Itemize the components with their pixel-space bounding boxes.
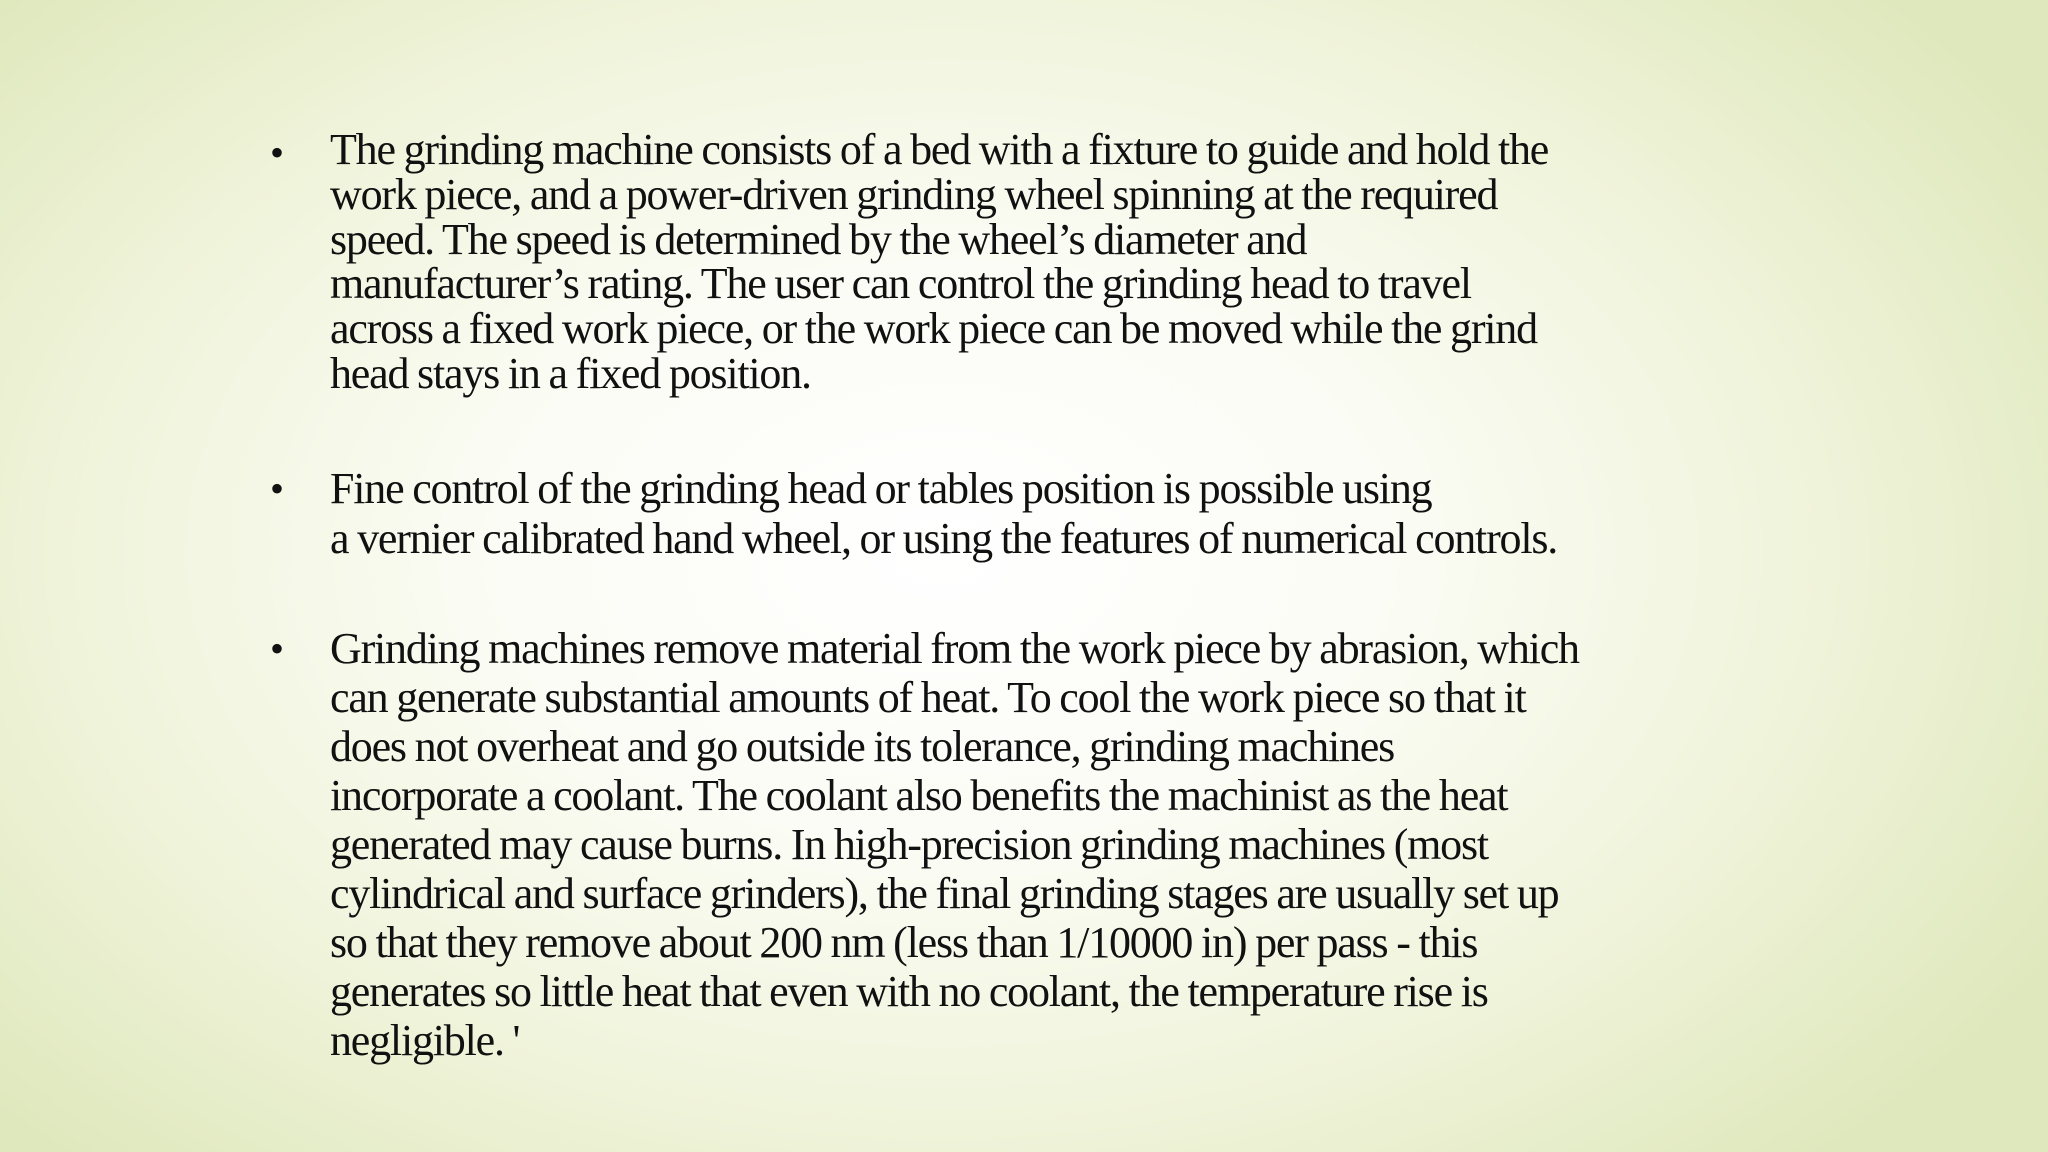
bullet-paragraph [330, 624, 1790, 1065]
paragraph-line: Grinding machines remove material from the work piece by abrasion, which [330, 624, 1579, 673]
paragraph-line: generated may cause burns. In high-precision grinding machines (most [330, 820, 1488, 869]
paragraph-line: can generate substantial amounts of heat. To cool the work piece so that it [330, 673, 1526, 722]
bullet-paragraph [330, 125, 1790, 398]
paragraph-line: manufacturer’s rating. The user can control the grinding head to travel [330, 259, 1471, 309]
bullet-paragraph [330, 464, 1790, 564]
paragraph-line: speed. The speed is determined by the wheel’s diameter and [330, 214, 1307, 264]
paragraph-line: head stays in a fixed position. [330, 348, 811, 398]
paragraph-line: The grinding machine consists of a bed with a fixture to guide and hold the [330, 125, 1549, 174]
paragraph-line: cylindrical and surface grinders), the final grinding stages are usually set up [330, 869, 1559, 918]
bullet-dot-icon: • [270, 130, 285, 175]
paragraph-line: across a fixed work piece, or the work piece can be moved while the grind [330, 304, 1537, 354]
bullet-dot-icon: • [270, 626, 285, 671]
paragraph-line: does not overheat and go outside its tolerance, grinding machines [330, 722, 1395, 771]
bullet-dot-icon: • [270, 466, 285, 511]
paragraph-line: work piece, and a power-driven grinding wheel spinning at the required [330, 169, 1498, 219]
paragraph-line: generates so little heat that even with no coolant, the temperature rise is [330, 967, 1488, 1016]
paragraph-line: incorporate a coolant. The coolant also benefits the machinist as the heat [330, 771, 1508, 820]
paragraph-line: so that they remove about 200 nm (less than 1/10000 in) per pass - this [330, 918, 1478, 967]
paragraph-line: negligible. ' [330, 1016, 520, 1065]
paragraph-line: Fine control of the grinding head or tables position is possible using [330, 464, 1432, 513]
paragraph-line: a vernier calibrated hand wheel, or using the features of numerical controls. [330, 514, 1558, 563]
